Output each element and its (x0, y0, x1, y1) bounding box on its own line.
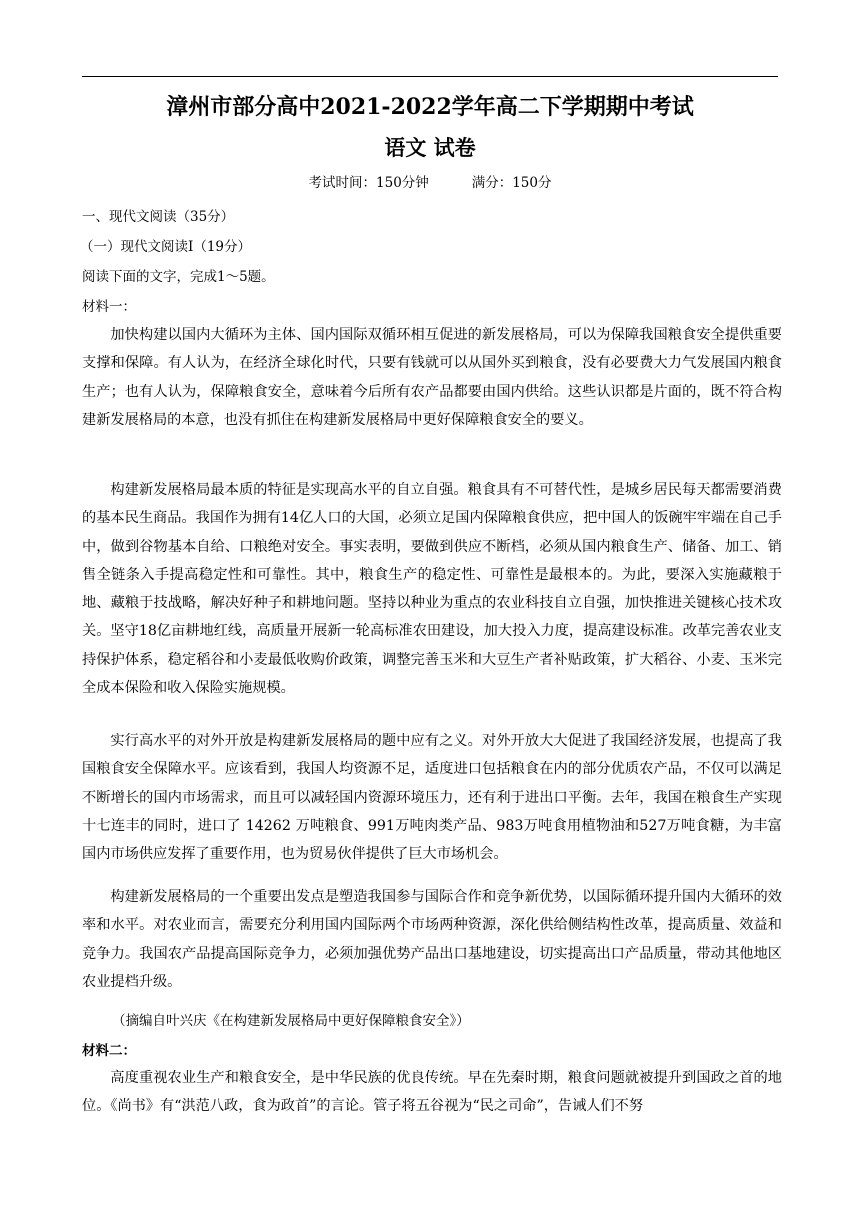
exam-info: 考试时间：150分钟 满分：150分 (308, 175, 552, 191)
paragraph: 构建新发展格局的一个重要出发点是塑造我国参与国际合作和竞争新优势，以国际循环提升国内大循环的效率和水平。对农业而言，需要充分利用国内国际两个市场两种资源，深化供给侧结构性改革，提高质量、效益和竞争力。我国农产品提高国际竞争力，必须加强优势产品出口基地建设，切实提高出口产品质量，带动其他地区农业提档升级。 (82, 889, 782, 990)
material-label: 材料二： (82, 1043, 136, 1059)
section-heading: 一、现代文阅读（35分） (82, 209, 235, 225)
header-rule (82, 76, 778, 77)
subsection-heading: （一）现代文阅读Ⅰ（19分） (80, 239, 252, 255)
paragraph: 实行高水平的对外开放是构建新发展格局的题中应有之义。对外开放大大促进了我国经济发展，也提高了我国粮食安全保障水平。应该看到，我国人均资源不足，适度进口包括粮食在内的部分优质农产品，不仅可以满足不断增长的国内市场需求，而且可以减轻国内资源环境压力，还有利于进出口平衡。去年，我国在粮食生产实现十七连丰的同时，进口了 14262 万吨粮食、991万吨肉类产品、983万吨食用植物油和527万吨食糖，为丰富国内市场供应发挥了重要作用，也为贸易伙伴提供了巨大市场机会。 (82, 733, 782, 863)
material-label: 材料一： (82, 299, 136, 315)
source-citation: （摘编自叶兴庆《在构建新发展格局中更好保障粮食安全》） (112, 1013, 470, 1029)
exam-title: 漳州市部分高中2021-2022学年高二下学期期中考试 (166, 94, 694, 120)
paragraph: 高度重视农业生产和粮食安全，是中华民族的优良传统。早在先秦时期，粮食问题就被提升到国政之首的地位。《尚书》有“洪范八政，食为政首”的言论。管子将五谷视为“民之司命”，告诫人们不努 (82, 1070, 782, 1115)
paragraph: 构建新发展格局最本质的特征是实现高水平的自立自强。粮食具有不可替代性，是城乡居民每天都需要消费的基本民生商品。我国作为拥有14亿人口的大国，必须立足国内保障粮食供应，把中国人的饭碗牢牢端在自己手中，做到谷物基本自给、口粮绝对安全。事实表明，要做到供应不断档，必须从国内粮食生产、储备、加工、销售全链条入手提高稳定性和可靠性。其中，粮食生产的稳定性、可靠性是最根本的。为此，要深入实施藏粮于地、藏粮于技战略，解决好种子和耕地问题。坚持以种业为重点的农业科技自立自强，加快推进关键核心技术攻关。坚守18亿亩耕地红线，高质量开展新一轮高标准农田建设，加大投入力度，提高建设标准。改革完善农业支持保护体系，稳定稻谷和小麦最低收购价政策，调整完善玉米和大豆生产者补贴政策，扩大稻谷、小麦、玉米完全成本保险和收入保险实施规模。 (82, 482, 782, 697)
exam-subtitle: 语文 试卷 (384, 135, 476, 160)
reading-instruction: 阅读下面的文字，完成1～5题。 (82, 269, 275, 285)
paragraph: 加快构建以国内大循环为主体、国内国际双循环相互促进的新发展格局，可以为保障我国粮食安全提供重要支撑和保障。有人认为，在经济全球化时代，只要有钱就可以从国外买到粮食，没有必要费大力气发展国内粮食生产；也有人认为，保障粮食安全，意味着今后所有农产品都要由国内供给。这些认识都是片面的，既不符合构建新发展格局的本意，也没有抓住在构建新发展格局中更好保障粮食安全的要义。 (82, 327, 782, 428)
